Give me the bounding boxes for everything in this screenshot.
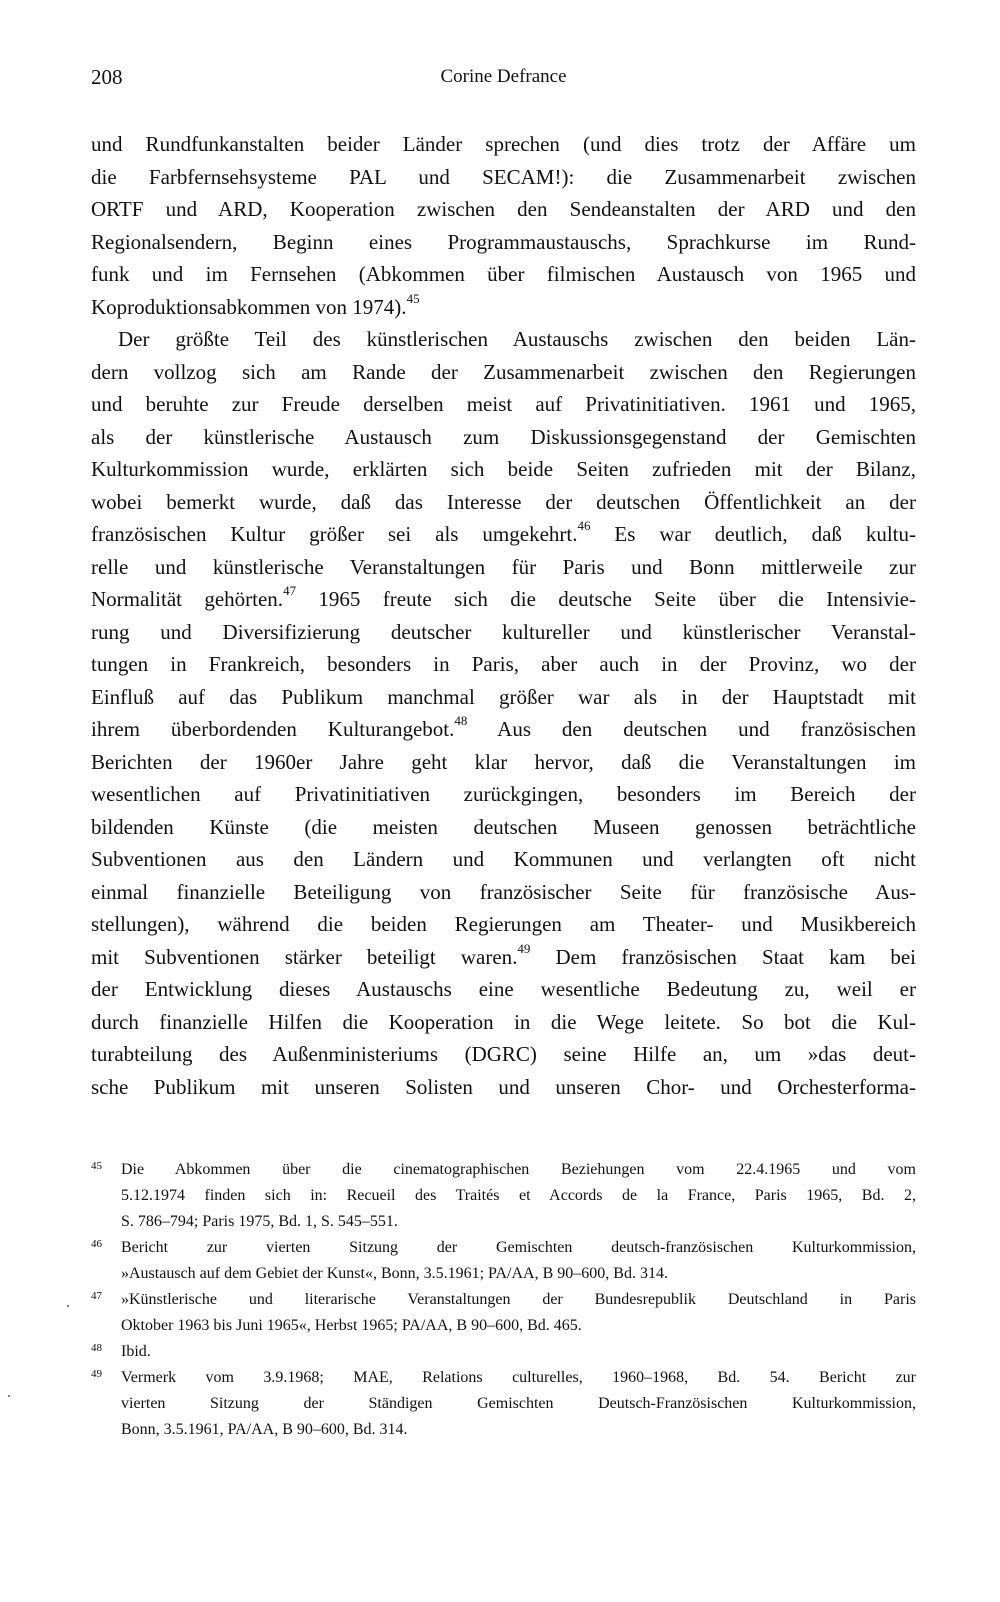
- text-line: Berichten der 1960er Jahre geht klar hervor, daß die Veranstaltungen im: [91, 749, 916, 774]
- footnote-ref: 45: [406, 290, 420, 306]
- footnote-ref: 46: [577, 518, 591, 533]
- text-line: [91, 518, 916, 551]
- text-line: tungen in Frankreich, besonders in Paris, aber auch in der Provinz, wo der: [91, 652, 916, 676]
- footnote-line: Die Abkommen über die cinematographischen Beziehungen vom 22.4.1965 und vom: [121, 1161, 916, 1178]
- text-line: sche Publikum mit unseren Solisten und unseren Chor- und Orchesterforma-: [91, 1074, 916, 1099]
- text-line: wobei bemerkt wurde, daß das Interesse der deutschen Öffentlichkeit an der: [91, 489, 916, 514]
- footnote: [91, 1365, 916, 1443]
- text-segment: Es war deutlich, daß kultu-: [590, 522, 916, 546]
- text-line: [91, 941, 916, 974]
- footnote-line: 5.12.1974 finden sich in: Recueil des Traités et Accords de la France, Paris 1965, Bd. 2,: [121, 1187, 916, 1204]
- footnote-line: S. 786–794; Paris 1975, Bd. 1, S. 545–551.: [121, 1213, 398, 1230]
- text-segment: ihrem überbordenden Kulturangebot.: [91, 717, 455, 741]
- text-line: funk und im Fernsehen (Abkommen über filmischen Austausch von 1965 und: [91, 262, 916, 286]
- text-line: einmal finanzielle Beteiligung von französischer Seite für französische Aus-: [91, 879, 916, 904]
- footnote-number: 45: [91, 1160, 102, 1172]
- footnote-number: 46: [91, 1238, 102, 1250]
- text-line: der Entwicklung dieses Austauschs eine wesentliche Bedeutung zu, weil er: [91, 977, 916, 1001]
- footnote-ref: 47: [283, 583, 297, 598]
- footnote-line: Ibid.: [121, 1343, 151, 1360]
- text-segment: Koproduktionsabkommen von 1974).: [91, 294, 407, 319]
- text-line: und Rundfunkanstalten beider Länder sprechen (und dies trotz der Affäre um: [91, 132, 916, 156]
- text-line: Der größte Teil des künstlerischen Austauschs zwischen den beiden Län-: [118, 327, 916, 351]
- running-title: Corine Defrance: [440, 66, 567, 87]
- scan-speck: [67, 1305, 69, 1307]
- text-line: Einfluß auf das Publikum manchmal größer war als in der Hauptstadt mit: [91, 684, 916, 709]
- text-line: die Farbfernsehsysteme PAL und SECAM!): die Zusammenarbeit zwischen: [91, 164, 916, 189]
- footnote-number: 47: [91, 1290, 102, 1302]
- text-line: [91, 583, 916, 616]
- page-number: 208: [91, 65, 123, 89]
- text-segment: Dem französischen Staat kam bei: [530, 944, 916, 969]
- main-text: [91, 128, 916, 1103]
- text-line: Subventionen aus den Ländern und Kommunen und verlangten oft nicht: [91, 847, 916, 871]
- text-line: dern vollzog sich am Rande der Zusammenarbeit zwischen den Regierungen: [91, 359, 916, 384]
- footnote-line: vierten Sitzung der Ständigen Gemischten Deutsch-Französischen Kulturkommission,: [121, 1395, 916, 1412]
- text-line: stellungen), während die beiden Regierungen am Theater- und Musikbereich: [91, 912, 916, 936]
- text-segment: 1965 freute sich die deutsche Seite über die Intensivie-: [296, 587, 916, 611]
- text-line: ORTF und ARD, Kooperation zwischen den Sendeanstalten der ARD und den: [91, 197, 916, 221]
- scan-speck: [8, 1395, 10, 1397]
- text-line: Kulturkommission wurde, erklärten sich beide Seiten zufrieden mit der Bilanz,: [91, 457, 916, 481]
- text-line: rung und Diversifizierung deutscher kultureller und künstlerischer Veranstal-: [91, 619, 916, 644]
- text-line: relle und künstlerische Veranstaltungen für Paris und Bonn mittlerweile zur: [91, 554, 916, 579]
- text-line: [91, 713, 916, 746]
- text-line: bildenden Künste (die meisten deutschen Museen genossen beträchtliche: [91, 814, 916, 839]
- footnote-number: 49: [91, 1368, 102, 1380]
- footnote: [91, 1339, 916, 1365]
- text-segment: mit Subventionen stärker beteiligt waren.: [91, 944, 518, 969]
- footnote: [91, 1235, 916, 1287]
- text-line: turabteilung des Außenministeriums (DGRC) seine Hilfe an, um »das deut-: [91, 1042, 916, 1066]
- footnote-line: Bericht zur vierten Sitzung der Gemischten deutsch-französischen Kulturkommission,: [121, 1239, 916, 1256]
- footnote-line: »Austausch auf dem Gebiet der Kunst«, Bonn, 3.5.1961; PA/AA, B 90–600, Bd. 314.: [121, 1265, 668, 1282]
- footnote-number: 48: [91, 1342, 102, 1354]
- text-segment: Normalität gehörten.: [91, 587, 284, 611]
- footnote-line: Bonn, 3.5.1961, PA/AA, B 90–600, Bd. 314.: [121, 1421, 408, 1438]
- footnote: [91, 1157, 916, 1235]
- text-segment: französischen Kultur größer sei als umgekehrt.: [91, 522, 578, 546]
- footnotes: [91, 1157, 916, 1443]
- running-head: [91, 62, 916, 92]
- footnote-line: »Künstlerische und literarische Veranstaltungen der Bundesrepublik Deutschland in Paris: [121, 1291, 916, 1308]
- text-segment: Aus den deutschen und französischen: [467, 717, 916, 741]
- footnote: [91, 1287, 916, 1339]
- footnote-line: Vermerk vom 3.9.1968; MAE, Relations culturelles, 1960–1968, Bd. 54. Bericht zur: [121, 1369, 916, 1386]
- footnote-ref: 49: [517, 940, 531, 956]
- text-line: [91, 291, 916, 324]
- text-line: durch finanzielle Hilfen die Kooperation in die Wege leitete. So bot die Kul-: [91, 1009, 916, 1034]
- text-line: und beruhte zur Freude derselben meist auf Privatinitiativen. 1961 und 1965,: [91, 392, 916, 416]
- text-line: wesentlichen auf Privatinitiativen zurückgingen, besonders im Bereich der: [91, 782, 916, 806]
- footnote-line: Oktober 1963 bis Juni 1965«, Herbst 1965; PA/AA, B 90–600, Bd. 465.: [121, 1317, 582, 1334]
- footnote-ref: 48: [454, 713, 468, 728]
- text-line: als der künstlerische Austausch zum Diskussionsgegenstand der Gemischten: [91, 424, 916, 449]
- text-line: Regionalsendern, Beginn eines Programmaustauschs, Sprachkurse im Rund-: [91, 229, 916, 254]
